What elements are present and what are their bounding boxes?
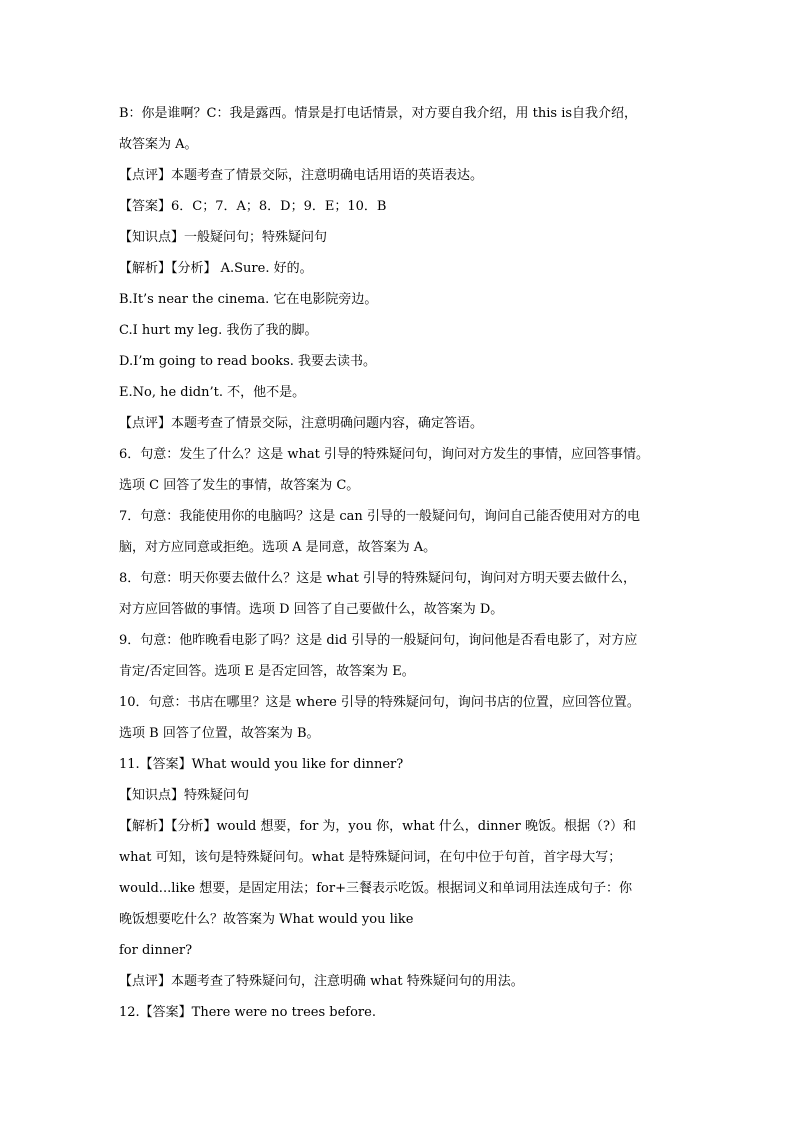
answer-line: 12.【答案】There were no trees before.: [119, 1005, 376, 1020]
analysis-line: would...like 想要，是固定用法；for+三餐表示吃饭。根据词义和单词用法连成句子：你: [119, 881, 632, 896]
text-line: 故答案为 A。: [119, 137, 198, 152]
comment-line: 【点评】本题考查了情景交际，注意明确问题内容，确定答语。: [119, 416, 484, 431]
option-line: B.It’s near the cinema. 它在电影院旁边。: [119, 292, 378, 307]
explanation-line: 选项 C 回答了发生的事情，故答案为 C。: [119, 478, 360, 493]
answer-line: 【答案】6．C；7．A；8．D；9．E；10．B: [119, 199, 387, 214]
option-line: E.No, he didn’t. 不，他不是。: [119, 385, 306, 400]
explanation-line: 选项 B 回答了位置，故答案为 B。: [119, 726, 320, 741]
analysis-line: 【解析】【分析】 A.Sure. 好的。: [119, 261, 313, 276]
knowledge-point-line: 【知识点】一般疑问句；特殊疑问句: [119, 230, 328, 245]
explanation-line: 对方应回答做的事情。选项 D 回答了自己要做什么，故答案为 D。: [119, 602, 504, 617]
explanation-line: 肯定/否定回答。选项 E 是否定回答，故答案为 E。: [119, 664, 415, 679]
explanation-line: 9．句意：他昨晚看电影了吗？这是 did 引导的一般疑问句，询问他是否看电影了，对方应: [119, 633, 638, 648]
analysis-line: 【解析】【分析】would 想要，for 为，you 你，what 什么，dinner 晚饭。根据（?）和: [119, 819, 636, 834]
option-line: C.I hurt my leg. 我伤了我的脚。: [119, 323, 318, 338]
explanation-line: 6．句意：发生了什么？这是 what 引导的特殊疑问句，询问对方发生的事情，应回答事情。: [119, 447, 650, 462]
knowledge-point-line: 【知识点】特殊疑问句: [119, 788, 250, 803]
answer-line: 11.【答案】What would you like for dinner?: [119, 757, 404, 772]
analysis-line: 晚饭想要吃什么？故答案为 What would you like: [119, 912, 414, 927]
comment-line: 【点评】本题考查了特殊疑问句，注意明确 what 特殊疑问句的用法。: [119, 974, 524, 989]
option-line: D.I’m going to read books. 我要去读书。: [119, 354, 377, 369]
text-line: B：你是谁啊？C：我是露西。情景是打电话情景，对方要自我介绍，用 this is自我介绍，: [119, 106, 638, 121]
analysis-line: what 可知，该句是特殊疑问句。what 是特殊疑问词，在句中位于句首，首字母大写；: [119, 850, 622, 865]
document-body: [119, 101, 679, 1031]
explanation-line: 脑，对方应同意或拒绝。选项 A 是同意，故答案为 A。: [119, 540, 437, 555]
comment-line: 【点评】本题考查了情景交际，注意明确电话用语的英语表达。: [119, 168, 484, 183]
explanation-line: 10．句意：书店在哪里？这是 where 引导的特殊疑问句，询问书店的位置，应回答位置。: [119, 695, 640, 710]
analysis-line: for dinner?: [119, 943, 193, 958]
explanation-line: 8．句意：明天你要去做什么？这是 what 引导的特殊疑问句，询问对方明天要去做什么，: [119, 571, 637, 586]
explanation-line: 7．句意：我能使用你的电脑吗？这是 can 引导的一般疑问句，询问自己能否使用对方的电: [119, 509, 640, 524]
